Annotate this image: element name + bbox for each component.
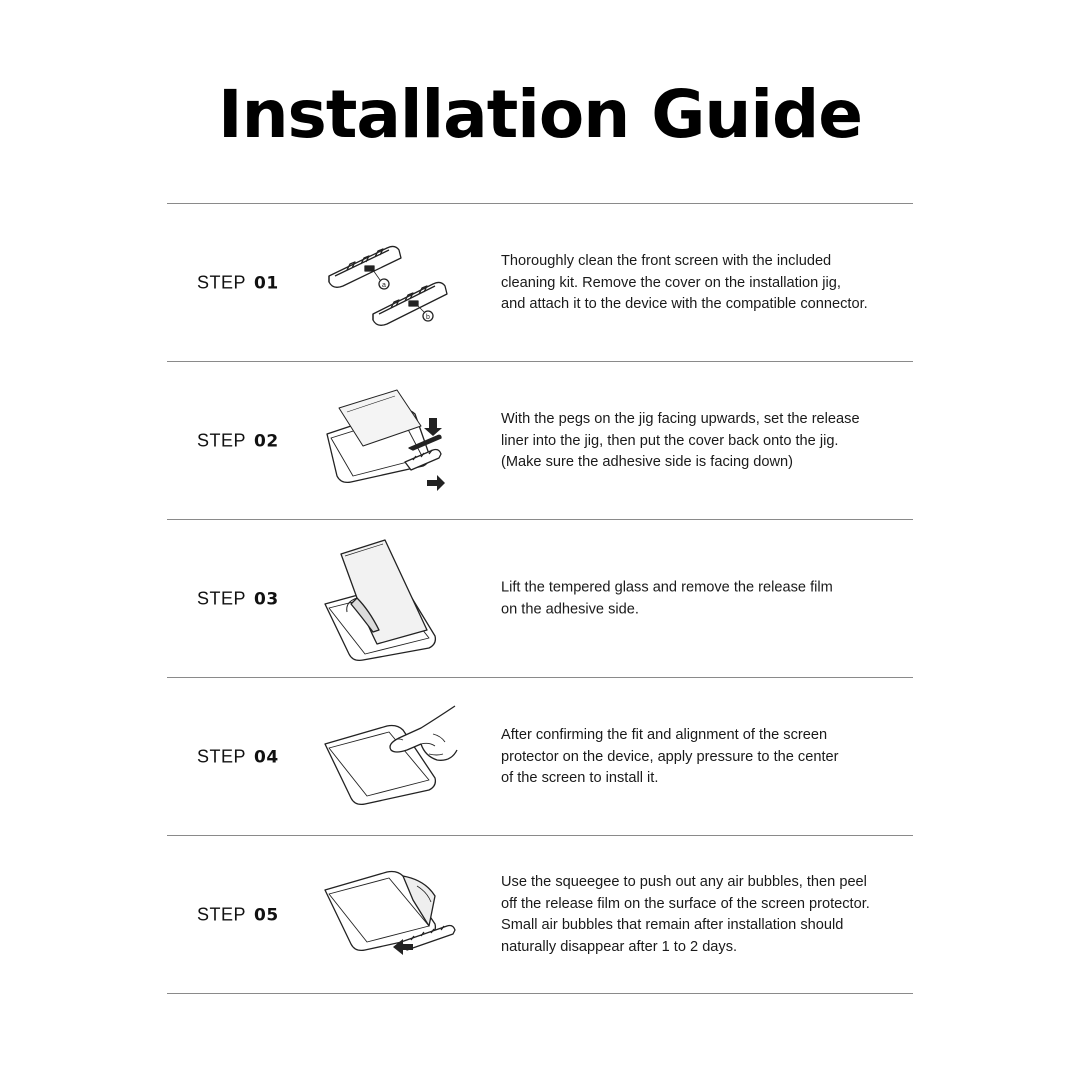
step-description: Thoroughly clean the front screen with the included cleaning kit. Remove the cover on the installation jig, and attach it to the device with the compatible connector.	[501, 252, 868, 312]
step-number: 03	[254, 589, 279, 610]
step-description: After confirming the fit and alignment of the screen protector on the device, apply pressure to the center of the screen to install it.	[501, 726, 839, 786]
step-label	[197, 431, 279, 452]
step-word: STEP	[197, 746, 247, 767]
step-label	[197, 589, 279, 610]
step-label	[197, 747, 279, 768]
callout-b: b	[426, 314, 430, 321]
step-label	[197, 905, 279, 926]
step-number: 01	[254, 273, 279, 294]
page-title: Installation Guide	[218, 76, 862, 153]
step-03	[167, 520, 913, 678]
callout-a: a	[382, 282, 386, 289]
step-02	[167, 362, 913, 520]
step-word: STEP	[197, 430, 247, 451]
step-number: 04	[254, 747, 279, 768]
step-description: Use the squeegee to push out any air bubbles, then peel off the release film on the surface of the screen protector. Small air bubbles that remain after installation should naturally disappear after 1 to 2 days.	[501, 874, 870, 955]
lift-tempered-glass-icon	[317, 520, 467, 678]
step-word: STEP	[197, 272, 247, 293]
step-01	[167, 204, 913, 362]
phone-with-liner-and-jig-icon	[317, 362, 467, 520]
step-05	[167, 836, 913, 994]
step-description: Lift the tempered glass and remove the release film on the adhesive side.	[501, 579, 833, 617]
peel-release-film-icon	[317, 836, 467, 994]
step-04	[167, 678, 913, 836]
step-word: STEP	[197, 904, 247, 925]
step-word: STEP	[197, 588, 247, 609]
finger-press-screen-icon	[317, 678, 467, 836]
step-description: With the pegs on the jig facing upwards, set the release liner into the jig, then put the cover back onto the jig. (Make sure the adhesive side is facing down)	[501, 410, 860, 470]
step-number: 02	[254, 431, 279, 452]
installation-jig-parts-icon	[317, 204, 467, 362]
step-number: 05	[254, 905, 279, 926]
step-label	[197, 273, 279, 294]
